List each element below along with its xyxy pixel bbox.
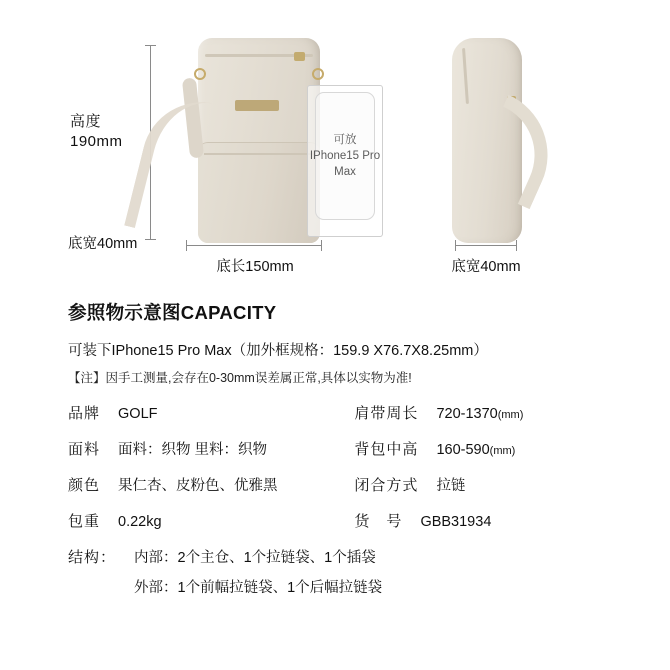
- spec-label-brand: 品牌: [68, 405, 101, 422]
- structure-lines: [134, 546, 382, 606]
- table-row: [68, 402, 602, 423]
- spec-value-brand: GOLF: [118, 406, 158, 422]
- zipper-pull-icon: [294, 52, 305, 61]
- spec-label-strap-length: 肩带周长: [354, 405, 419, 422]
- phone-caption-line3: Max: [334, 166, 356, 178]
- bottom-length-label: 底长150mm: [216, 259, 294, 275]
- spec-value-closure: 拉链: [436, 478, 466, 494]
- bottom-width-measure-line-icon: [455, 245, 517, 246]
- spec-label-closure: 闭合方式: [354, 477, 419, 494]
- table-row: [68, 474, 602, 495]
- phone-caption-line2: IPhone15 Pro: [309, 150, 381, 162]
- spec-value-item-no: GBB31934: [420, 514, 492, 530]
- height-dimension-label: [70, 112, 142, 152]
- spec-cell-color: [68, 474, 354, 495]
- strap-ring-left-icon: [194, 68, 206, 80]
- spec-unit-strap-length: (mm): [497, 409, 524, 421]
- structure-line-external: 外部：1个前幅拉链袋、1个后幅拉链袋: [134, 580, 383, 596]
- spec-label-item-no: 货 号: [354, 513, 403, 530]
- spec-cell-item-no: [354, 510, 602, 531]
- pocket-zipper-icon: [204, 153, 314, 155]
- spec-value-strap-length: 720-1370: [436, 406, 498, 422]
- front-pocket-shape: [198, 142, 320, 243]
- phone-caption-line1: 可放: [333, 134, 357, 146]
- spec-cell-weight: [68, 510, 354, 531]
- spec-table: [68, 402, 602, 606]
- spec-label-weight: 包重: [68, 513, 101, 530]
- bottom-width-left-label: 底宽40mm: [68, 236, 138, 252]
- spec-unit-carry-height: (mm): [489, 445, 516, 457]
- structure-line-internal: 内部：2个主仓、1个拉链袋、1个插袋: [134, 550, 376, 566]
- spec-cell-structure: [68, 546, 602, 606]
- height-label-value: 190mm: [70, 133, 123, 150]
- spec-value-color: 果仁杏、皮粉色、优雅黑: [118, 478, 278, 494]
- phone-reference-caption: [305, 132, 385, 180]
- spec-cell-carry-height: [354, 438, 602, 459]
- spec-label-carry-height: 背包中高: [354, 441, 419, 458]
- spec-cell-brand: [68, 402, 354, 423]
- spec-cell-closure: [354, 474, 602, 495]
- product-dimension-diagram: [0, 0, 670, 285]
- brand-plate-icon: [235, 100, 279, 111]
- spec-content: [0, 299, 670, 606]
- bottom-width-right-label: 底宽40mm: [451, 259, 521, 275]
- measurement-note: 【注】因手工测量,会存在0-30mm误差属正常,具体以实物为准!: [68, 371, 412, 385]
- bottom-length-measure-line-icon: [186, 245, 322, 246]
- height-label-text: 高度: [70, 113, 102, 130]
- table-row: [68, 510, 602, 531]
- capacity-description: 可装下IPhone15 Pro Max（加外框规格：159.9 X76.7X8.25mm）: [68, 343, 488, 359]
- spec-value-material: 面料：织物 里料：织物: [118, 442, 268, 458]
- strap-ring-right-icon: [312, 68, 324, 80]
- spec-label-structure: 结构：: [68, 549, 117, 566]
- spec-value-carry-height: 160-590: [436, 442, 490, 458]
- spec-cell-strap-length: [354, 402, 602, 423]
- table-row: [68, 438, 602, 459]
- spec-cell-material: [68, 438, 354, 459]
- spec-value-weight: 0.22kg: [118, 514, 162, 530]
- spec-label-color: 颜色: [68, 477, 101, 494]
- capacity-title: 参照物示意图CAPACITY: [68, 302, 277, 323]
- spec-label-material: 面料: [68, 441, 101, 458]
